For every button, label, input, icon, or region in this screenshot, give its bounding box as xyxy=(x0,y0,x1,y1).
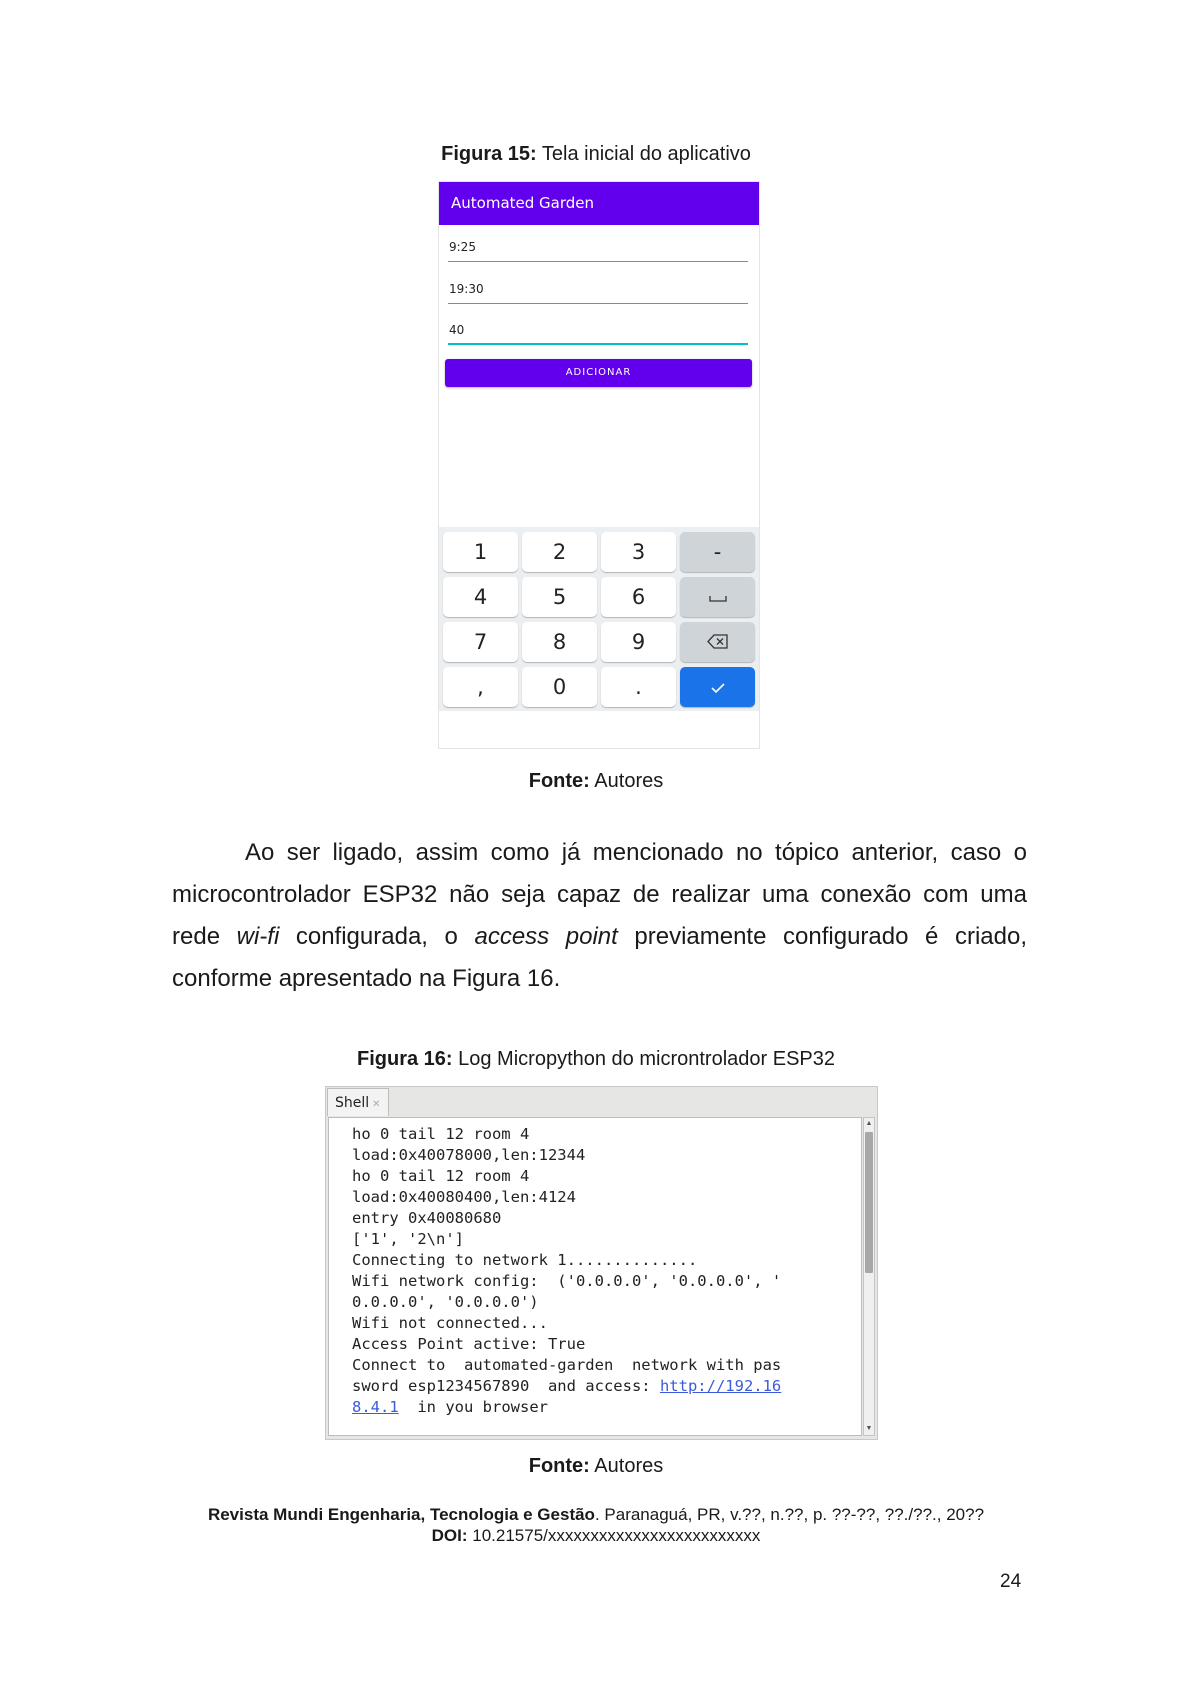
figure-16-title: Log Micropython do microntrolador ESP32 xyxy=(452,1048,835,1070)
app-screenshot xyxy=(438,181,760,749)
key-7[interactable]: 7 xyxy=(443,622,518,662)
figure-16-source xyxy=(0,1455,1192,1478)
source-text: Autores xyxy=(589,1455,664,1477)
paragraph-em-wifi: wi-fi xyxy=(236,923,280,950)
end-time-field[interactable]: 19:30 xyxy=(448,278,748,304)
vertical-scrollbar[interactable] xyxy=(863,1117,875,1436)
shell-tab-label: Shell xyxy=(335,1095,370,1111)
shell-line xyxy=(352,1397,781,1418)
paragraph-text-1: Ao ser ligado, assim como já mencionado no tópico anterior, caso o microcontrolador ESP32 não seja capaz de realizar uma conexão com uma rede xyxy=(172,839,1027,950)
close-icon[interactable]: ✕ xyxy=(372,1099,381,1110)
shell-line-text: in you browser xyxy=(398,1398,548,1416)
shell-line: Wifi network config: ('0.0.0.0', '0.0.0.0', ' xyxy=(352,1272,782,1290)
key-0[interactable]: 0 xyxy=(522,667,597,707)
body-paragraph xyxy=(172,832,1027,1000)
page-number: 24 xyxy=(1000,1571,1022,1592)
key-6[interactable]: 6 xyxy=(601,577,676,617)
key-9[interactable]: 9 xyxy=(601,622,676,662)
shell-line-text: sword esp1234567890 and access: xyxy=(352,1377,660,1395)
source-label: Fonte: xyxy=(528,770,590,792)
figure-15-label: Figura 15: xyxy=(441,143,537,165)
backspace-icon xyxy=(707,634,729,649)
access-link-part1[interactable]: http://192.16 xyxy=(659,1377,782,1395)
doi-line xyxy=(0,1525,1192,1546)
shell-output[interactable] xyxy=(328,1117,862,1436)
figure-16-label: Figura 16: xyxy=(357,1048,453,1070)
start-time-field[interactable]: 9:25 xyxy=(448,236,748,262)
key-minus[interactable]: - xyxy=(680,532,755,572)
shell-lines xyxy=(352,1124,781,1418)
key-5[interactable]: 5 xyxy=(522,577,597,617)
figure-15-caption xyxy=(0,143,1192,166)
scroll-up-icon[interactable]: ▲ xyxy=(865,1120,873,1127)
shell-line: Connecting to network 1.............. xyxy=(352,1251,698,1269)
key-period[interactable]: . xyxy=(601,667,676,707)
shell-line: load:0x40078000,len:12344 xyxy=(352,1146,586,1164)
scrollbar-thumb[interactable] xyxy=(865,1132,873,1273)
duration-field[interactable]: 40 xyxy=(448,319,748,345)
scroll-down-icon[interactable]: ▼ xyxy=(865,1425,873,1432)
journal-footer xyxy=(0,1504,1192,1525)
shell-line: load:0x40080400,len:4124 xyxy=(352,1188,576,1206)
shell-line: Wifi not connected... xyxy=(352,1314,548,1332)
figure-16-caption xyxy=(0,1048,1192,1071)
doi-label: DOI: xyxy=(431,1526,468,1545)
space-icon xyxy=(708,592,728,604)
figure-15-source xyxy=(0,770,1192,793)
shell-line: Access Point active: True xyxy=(352,1335,586,1353)
space-key[interactable] xyxy=(680,577,755,617)
backspace-key[interactable] xyxy=(680,622,755,662)
shell-line: entry 0x40080680 xyxy=(352,1209,502,1227)
shell-line: ho 0 tail 12 room 4 xyxy=(352,1125,530,1143)
done-key[interactable] xyxy=(680,667,755,707)
key-1[interactable]: 1 xyxy=(443,532,518,572)
shell-line: Connect to automated-garden network with pas xyxy=(352,1356,782,1374)
source-label: Fonte: xyxy=(528,1455,590,1477)
shell-line: ho 0 tail 12 room 4 xyxy=(352,1167,530,1185)
access-link-part2[interactable]: 8.4.1 xyxy=(352,1398,399,1416)
paragraph-em-access-point: access point xyxy=(474,923,618,950)
add-button[interactable]: ADICIONAR xyxy=(445,359,752,387)
source-text: Autores xyxy=(589,770,664,792)
checkmark-icon xyxy=(710,682,726,694)
doi-value: 10.21575/xxxxxxxxxxxxxxxxxxxxxxxxx xyxy=(467,1526,761,1545)
journal-name: Revista Mundi Engenharia, Tecnologia e Gestão xyxy=(207,1505,595,1524)
paragraph-text-3: previamente configurado é criado, conforme apresentado na Figura 16. xyxy=(172,923,1028,992)
key-8[interactable]: 8 xyxy=(522,622,597,662)
journal-details: . Paranaguá, PR, v.??, n.??, p. ??-??, ??./??., 20?? xyxy=(594,1505,985,1524)
shell-window xyxy=(325,1086,878,1440)
app-title-bar: Automated Garden xyxy=(439,182,759,225)
shell-tab[interactable] xyxy=(327,1088,389,1116)
figure-15-title: Tela inicial do aplicativo xyxy=(536,143,751,165)
key-3[interactable]: 3 xyxy=(601,532,676,572)
numeric-keyboard xyxy=(439,527,759,711)
paragraph-text-2: configurada, o xyxy=(279,923,475,950)
key-4[interactable]: 4 xyxy=(443,577,518,617)
key-comma[interactable]: , xyxy=(443,667,518,707)
shell-line xyxy=(352,1376,781,1397)
shell-line: 0.0.0.0', '0.0.0.0') xyxy=(352,1293,539,1311)
shell-line: ['1', '2\n'] xyxy=(352,1230,464,1248)
key-2[interactable]: 2 xyxy=(522,532,597,572)
